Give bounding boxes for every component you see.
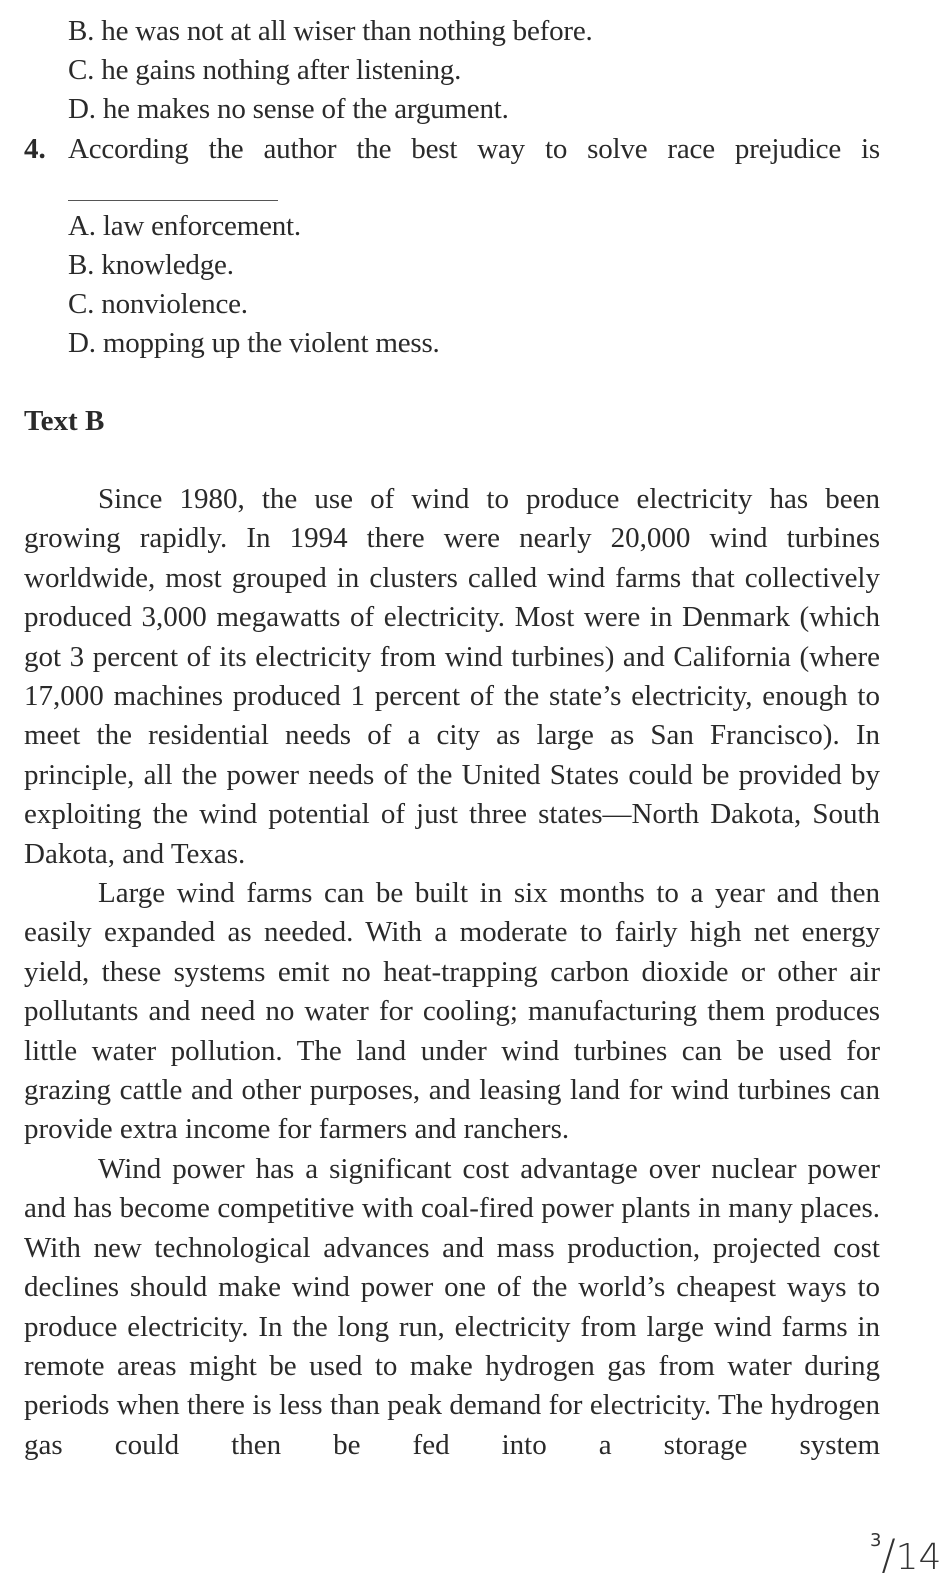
page-separator: / [881,1530,896,1579]
option-text: knowledge. [101,249,234,281]
option-label: B. [68,249,95,281]
question-number: 4. [24,133,46,165]
q4-option-c [68,285,248,324]
page-current: 3 [870,1530,882,1551]
q4-option-b [68,246,234,285]
option-text: mopping up the violent mess. [102,327,440,359]
option-label: C. [68,288,95,320]
option-label: D. [68,93,96,125]
option-label: D. [68,327,96,359]
page-number [870,1530,941,1579]
option-text: he makes no sense of the argument. [102,93,509,125]
q3-option-d [68,90,509,129]
q3-option-b [68,12,593,51]
q4-option-d [68,324,440,363]
option-text: he was not at all wiser than nothing before. [101,15,593,47]
section-title: Text B [24,405,105,437]
question-stem: According the author the best way to solve race prejudice is [68,133,880,165]
paragraph-1: Since 1980, the use of wind to produce electricity has been growing rapidly. In 1994 there were nearly 20,000 wind turbines worldwide, most grouped in clusters called wind farms that collectively produced 3,000 megawatts of electricity. Most were in Denmark (which got 3 percent of its electricity from wind turbines) and California (where 17,000 machines produced 1 percent of the state’s electricity, enough to meet the residential needs of a city as large as San Francisco). In principle, all the power needs of the United States could be provided by exploiting the wind potential of just three states—North Dakota, South Dakota, and Texas. [24,483,880,870]
q3-option-c [68,51,461,90]
option-label: A. [68,210,96,242]
option-text: law enforcement. [102,210,301,242]
option-label: B. [68,15,95,47]
option-text: he gains nothing after listening. [101,54,462,86]
q4-option-a [68,207,301,246]
paragraph-3: Wind power has a significant cost advantage over nuclear power and has become competitive with coal-fired power plants in many places. With new technological advances and mass production, projected cost declines should make wind power one of the world’s cheapest ways to produce electricity. In the long run, electricity from large wind farms in remote areas might be used to make hydrogen gas from water during periods when there is less than peak demand for electricity. The hydrogen gas could then be fed into a storage system [24,1153,880,1461]
answer-blank [68,200,278,201]
page-total: 14 [895,1537,942,1578]
paragraph-2: Large wind farms can be built in six months to a year and then easily expanded as needed. With a moderate to fairly high net energy yield, these systems emit no heat-trapping carbon dioxide or other air pollutants and need no water for cooling; manufacturing them produces little water pollution. The land under wind turbines can be used for grazing cattle and other purposes, and leasing land for wind turbines can provide extra income for farmers and ranchers. [24,877,880,1146]
option-text: nonviolence. [101,288,248,320]
option-label: C. [68,54,95,86]
